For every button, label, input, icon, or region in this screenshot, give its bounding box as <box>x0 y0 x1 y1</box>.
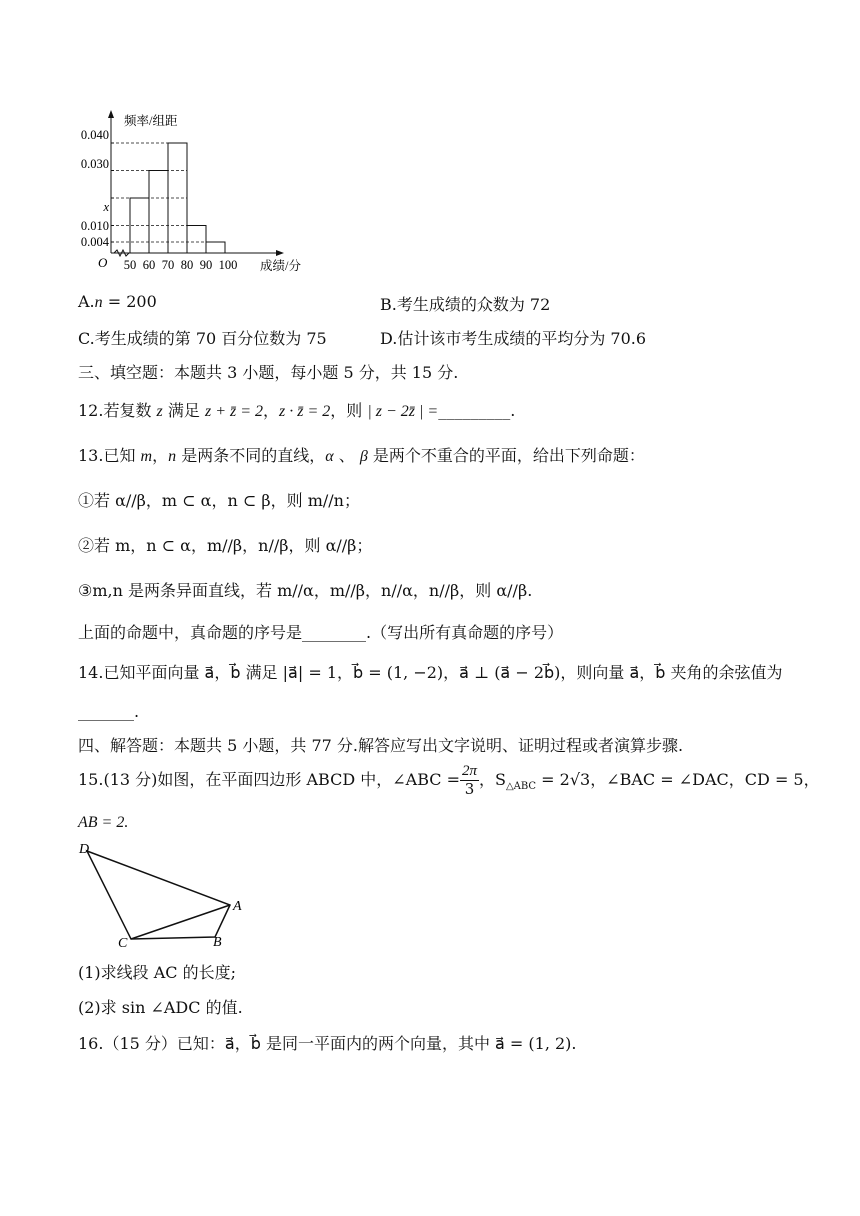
y-tick-label: 0.030 <box>80 157 109 171</box>
x-tick-label: 80 <box>180 258 194 272</box>
question-15-part-2: (2)求 sin ∠ADC 的值. <box>78 998 243 1017</box>
quadrilateral-diagram <box>70 835 260 955</box>
x-tick-label: 70 <box>161 258 175 272</box>
question-13-stem: 13.已知 m，n 是两条不同的直线，α 、 β 是两个不重合的平面，给出下列命题： <box>78 446 645 465</box>
histogram-bar <box>206 242 225 253</box>
question-14: 14.已知平面向量 a⃗，b⃗ 满足 |a⃗| = 1，b⃗ = (1, −2)，a⃗ ⊥ (a⃗ − 2b⃗)，则向量 a⃗，b⃗ 夹角的余弦值为 <box>78 663 783 682</box>
section-4-heading: 四、解答题：本题共 5 小题，共 77 分.解答应写出文字说明、证明过程或者演算步骤. <box>78 736 684 755</box>
y-tick-label: 0.010 <box>80 219 109 233</box>
proposition-2: ②若 m，n ⊂ α，m//β，n//β，则 α//β； <box>78 536 373 555</box>
y-tick-label: 0.004 <box>80 235 109 249</box>
quadrilateral-abcd <box>87 851 230 939</box>
x-axis-arrow <box>276 250 284 256</box>
vertex-b-label: B <box>213 935 222 950</box>
option-d: D.估计该市考生成绩的平均分为 70.6 <box>380 329 647 348</box>
fraction-two-pi-over-three: $\frac{2\pi}{3}$ <box>461 763 477 798</box>
y-axis-label: 频率/组距 <box>124 114 178 128</box>
option-b: B.考生成绩的众数为 72 <box>380 295 551 314</box>
question-16: 16.（15 分）已知：a⃗，b⃗ 是同一平面内的两个向量，其中 a⃗ = (1, 2). <box>78 1034 577 1053</box>
proposition-3: ③m,n 是两条异面直线，若 m//α，m//β，n//α，n//β，则 α//β. <box>78 581 533 600</box>
section-3-heading: 三、填空题：本题共 3 小题，每小题 5 分，共 15 分. <box>78 363 459 382</box>
question-15: 15.(13 分)如图，在平面四边形 ABCD 中，∠ABC = $\frac{2\pi}{3}$ ，$S_{\triangle ABC} = 2√3$，∠BAC = ∠DAC，CD = 5， <box>78 763 820 798</box>
x-axis-label: 成绩/分 <box>260 259 301 273</box>
y-axis-arrow <box>108 110 114 118</box>
option-a: A.n = 200 <box>78 292 157 311</box>
vertex-d-label: D <box>79 842 90 857</box>
question-14-blank: _______. <box>78 702 140 721</box>
diagonal-ac <box>131 905 230 939</box>
option-c: C.考生成绩的第 70 百分位数为 75 <box>78 329 327 348</box>
vertex-c-label: C <box>118 936 128 951</box>
origin-label: O <box>98 255 108 270</box>
y-tick-label: x <box>103 200 109 214</box>
proposition-1: ①若 α//β，m ⊂ α，n ⊂ β，则 m//n； <box>78 491 360 510</box>
y-tick-label: 0.040 <box>80 128 109 142</box>
question-15-line2: AB = 2. <box>78 814 129 831</box>
question-12: 12.若复数 z 满足 z + z̄ = 2，z · z̄ = 2，则 | z − 2z̄ | =_________. <box>78 401 516 420</box>
vertex-a-label: A <box>233 899 242 914</box>
x-tick-label: 90 <box>199 258 213 272</box>
frequency-histogram <box>70 108 310 278</box>
x-tick-label: 100 <box>218 258 238 272</box>
x-tick-label: 60 <box>142 258 156 272</box>
question-15-part-1: (1)求线段 AC 的长度; <box>78 963 237 982</box>
x-tick-label: 50 <box>123 258 137 272</box>
histogram-bar <box>149 171 168 254</box>
question-13-tail: 上面的命题中，真命题的序号是________.（写出所有真命题的序号） <box>78 623 564 642</box>
histogram-bar <box>187 226 206 254</box>
